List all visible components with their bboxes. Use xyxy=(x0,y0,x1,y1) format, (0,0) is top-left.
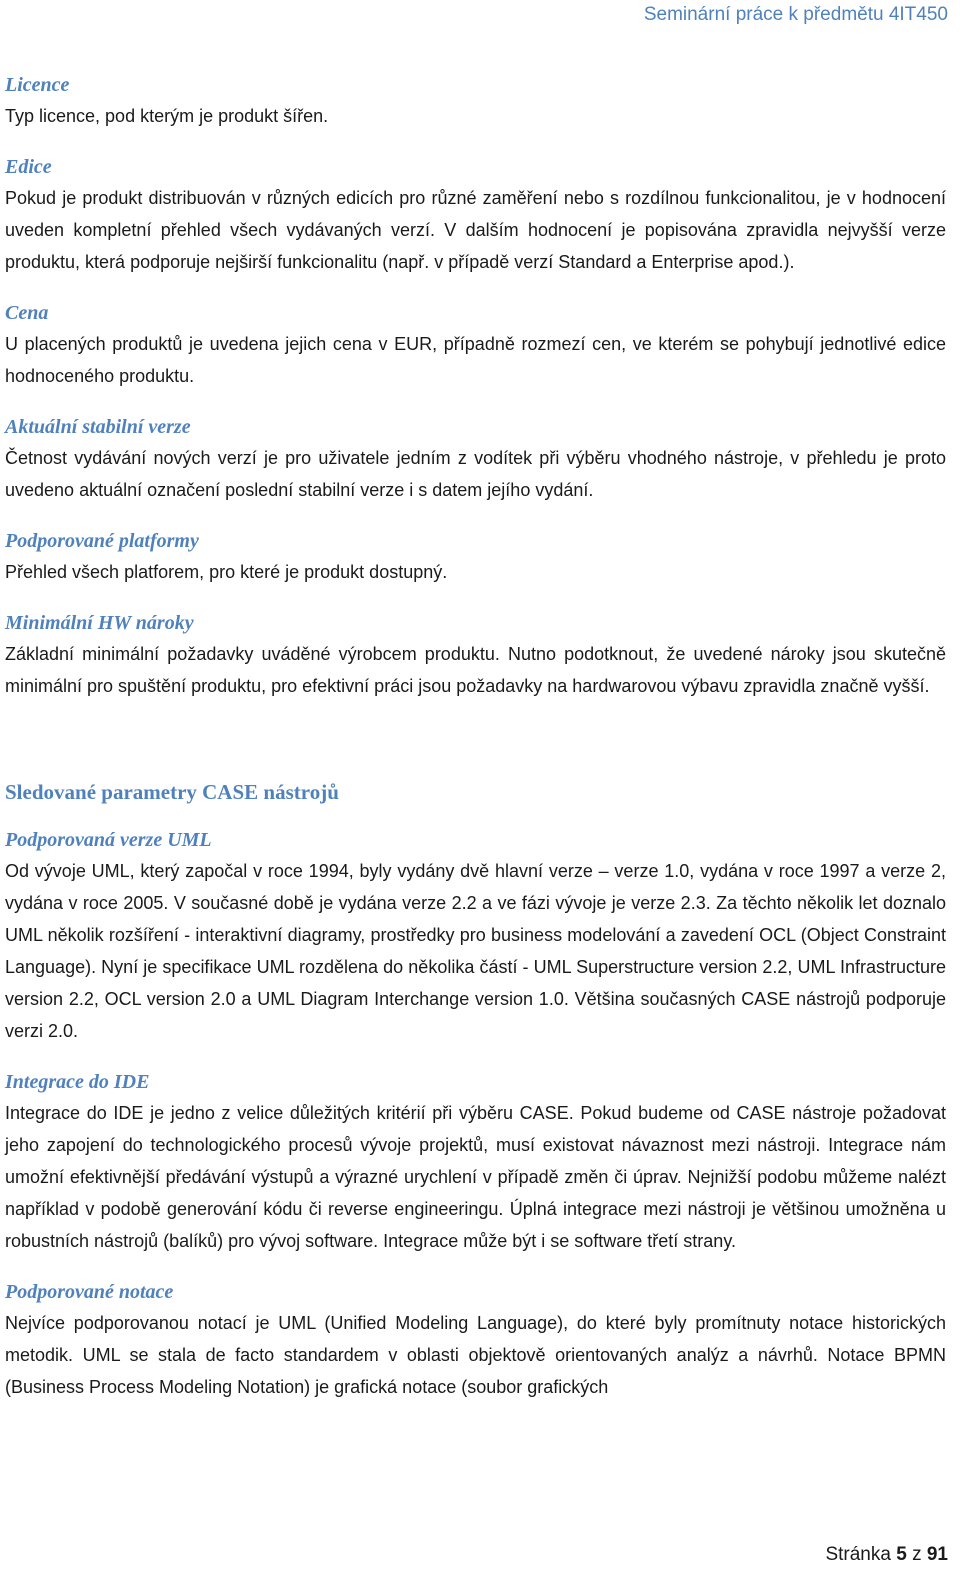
footer-label: Stránka xyxy=(825,1544,891,1565)
footer-current-page: 5 xyxy=(896,1544,907,1565)
paragraph-platforms: Přehled všech platforem, pro které je produkt dostupný. xyxy=(5,562,448,582)
paragraph-ide-integration: Integrace do IDE je jedno z velice důležitých kritérií při výběru CASE. Pokud budeme od CASE nástroje požadovat jeho zapojení do technologického procesů vývoje projektů, musí existovat návaznost mezi nástroji. Integrace nám umožní efektivnější předávání výstupů a výrazné urychlení v případě změn či úprav. Nejnižší podobu můžeme nalézt například v podobě generování kódu či reverse engineeringu. Úplná integrace mezi nástroji je většinou umožněna u robustních nástrojů (balíků) pro vývoj software. Integrace může být i se software třetí strany. xyxy=(5,1103,946,1251)
section-heading-case-parameters: Sledované parametry CASE nástrojů xyxy=(5,780,339,804)
heading-uml-version: Podporovaná verze UML xyxy=(5,829,212,851)
heading-platforms: Podporované platformy xyxy=(5,530,199,552)
heading-edice: Edice xyxy=(5,156,52,178)
heading-stable-version: Aktuální stabilní verze xyxy=(5,416,191,438)
heading-notations: Podporované notace xyxy=(5,1281,174,1303)
heading-hw-requirements: Minimální HW nároky xyxy=(5,612,194,634)
running-header: Seminární práce k předmětu 4IT450 xyxy=(643,4,948,25)
heading-licence: Licence xyxy=(5,74,70,96)
paragraph-licence: Typ licence, pod kterým je produkt šířen. xyxy=(5,106,329,126)
heading-ide-integration: Integrace do IDE xyxy=(5,1071,150,1093)
page-footer xyxy=(825,1544,948,1566)
paragraph-uml-version: Od vývoje UML, který započal v roce 1994, byly vydány dvě hlavní verze – verze 1.0, vydána v roce 1997 a verze 2, vydána v roce 2005. V současné době je vydána verze 2.2 a ve fázi vývoje je verze 2.3. Za těchto několik let doznalo UML několik rozšíření - interaktivní diagramy, prostředky pro business modelování a zavedení OCL (Object Constraint Language). Nyní je specifikace UML rozdělena do několika částí - UML Superstructure version 2.2, UML Infrastructure version 2.2, OCL version 2.0 a UML Diagram Interchange version 1.0. Většina současných CASE nástrojů podporuje verzi 2.0. xyxy=(5,861,946,1041)
document-body xyxy=(5,70,946,1403)
paragraph-stable-version: Četnost vydávání nových verzí je pro uživatele jedním z vodítek při výběru vhodného nástroje, v přehledu je proto uvedeno aktuální označení poslední stabilní verze i s datem jejího vydání. xyxy=(5,448,946,500)
heading-cena: Cena xyxy=(5,302,49,324)
footer-separator: z xyxy=(912,1544,922,1565)
paragraph-notations: Nejvíce podporovanou notací je UML (Unified Modeling Language), do které byly promítnuty notace historických metodik. UML se stala de facto standardem v oblasti objektově orientovaných analýz a návrhů. Notace BPMN (Business Process Modeling Notation) je grafická notace (soubor grafických xyxy=(5,1313,946,1397)
paragraph-edice: Pokud je produkt distribuován v různých edicích pro různé zaměření nebo s rozdílnou funkcionalitou, je v hodnocení uveden kompletní přehled všech vydávaných verzí. V dalším hodnocení je popisována zpravidla nejvyšší verze produktu, která podporuje nejširší funkcionalitu (např. v případě verzí Standard a Enterprise apod.). xyxy=(5,188,946,272)
paragraph-cena: U placených produktů je uvedena jejich cena v EUR, případně rozmezí cen, ve kterém se pohybují jednotlivé edice hodnoceného produktu. xyxy=(5,334,946,386)
footer-total-pages: 91 xyxy=(926,1544,948,1565)
paragraph-hw-requirements: Základní minimální požadavky uváděné výrobcem produktu. Nutno podotknout, že uvedené nároky jsou skutečně minimální pro spuštění produktu, pro efektivní práci jsou požadavky na hardwarovou výbavu zpravidla značně vyšší. xyxy=(5,644,946,696)
